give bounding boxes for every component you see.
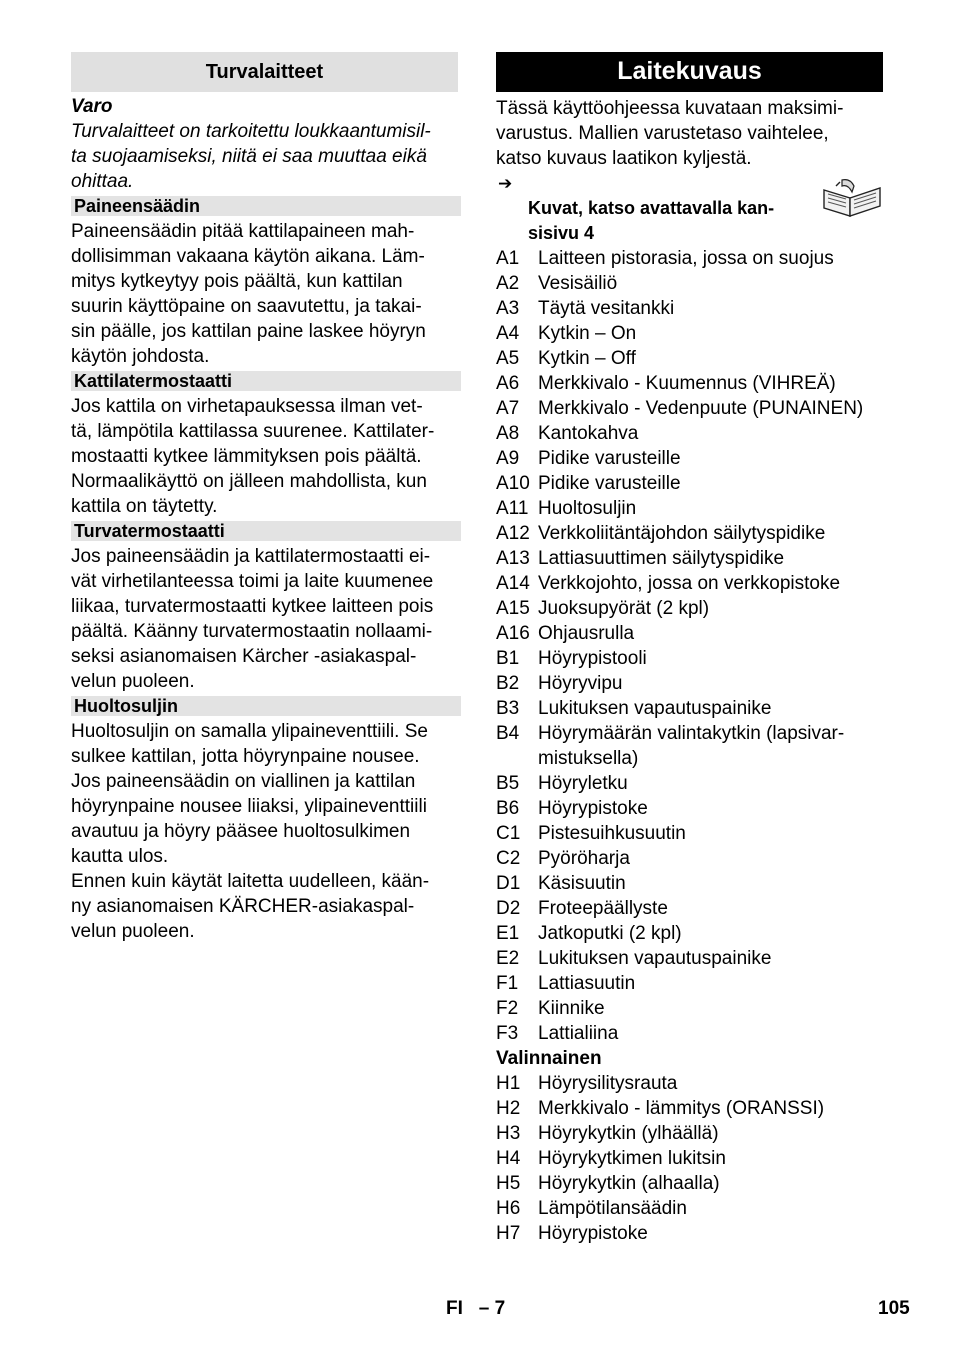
optional-component-list [496,1071,896,1246]
list-item: H6 Lämpötilansäädin [496,1198,687,1219]
component-list [496,246,896,1046]
list-item: A5 Kytkin – Off [496,348,636,369]
list-item: F3 Lattialiina [496,1023,619,1044]
list-item: E2 Lukituksen vapautuspainike [496,948,772,969]
list-item: E1 Jatkoputki (2 kpl) [496,923,682,944]
list-item: A7 Merkkivalo - Vedenpuute (PUNAINEN) [496,398,864,419]
footer-language: FI [446,1298,463,1319]
list-item: A6 Merkkivalo - Kuumennus (VIHREÄ) [496,373,836,394]
list-item: H2 Merkkivalo - lämmitys (ORANSSI) [496,1098,825,1119]
subsection-text-pressure-regulator: Paineensäädin pitää kattilapaineen mah- dollisimman vakaana käytön aikana. Läm- mitys kytkeytyy pois päältä, kun kattilan suurin käyttöpaine on saavutettu, ja takai- sin päälle, jos kattilan paine laskee höyryn käytön johdosta. [71,221,426,367]
subsection-text-service-valve: Huoltosuljin on samalla ylipaineventtiili. Se sulkee kattilan, jotta höyrynpaine nousee. Jos paineensäädin on viallinen ja kattilan höyrynpaine nousee liiaksi, ylipaineventtiili avautuu ja höyry pääsee huoltosulkimen kautta ulos. [71,721,428,867]
open-book-icon [820,178,884,218]
list-item: B2 Höyryvipu [496,673,623,694]
list-item: A3 Täytä vesitankki [496,298,675,319]
subsection-text-safety-thermostat: Jos paineensäädin ja kattilatermostaatti ei- vät virhetilanteessa toimi ja laite kuumenee liikaa, turvatermostaatti kytkee laitteen pois päältä. Käänny turvatermostaatin nollaami- seksi asianomaisen Kärcher -asiakaspal- velun puoleen. [71,546,434,692]
list-item: A13 Lattiasuuttimen säilytyspidike [496,548,785,569]
list-item: A16 Ohjausrulla [496,623,635,644]
list-item: B3 Lukituksen vapautuspainike [496,698,772,719]
figure-reference-note [496,171,818,246]
optional-label: Valinnainen [496,1048,602,1069]
intro-text: Tässä käyttöohjeessa kuvataan maksimi- varustus. Mallien varustetaso vaihtelee, katso kuvaus laatikon kyljestä. [496,98,844,169]
list-item: C1 Pistesuihkusuutin [496,823,686,844]
arrow-right-icon: ➔ [498,174,513,193]
figure-reference-text: Kuvat, katso avattavalla kan- sisivu 4 [528,198,775,243]
list-item: H7 Höyrypistoke [496,1223,648,1244]
footer-language-page [446,1298,505,1320]
subsection-title-service-valve: Huoltosuljin [71,696,461,716]
warning-label: Varo [71,96,113,117]
warning-text: Turvalaitteet on tarkoitettu loukkaantumisil- ta suojaamiseksi, niitä ei saa muuttaa eikä ohittaa. [71,121,431,192]
list-item: B4 Höyrymäärän valintakytkin (lapsivar- mistuksella) [496,723,845,769]
list-item: D1 Käsisuutin [496,873,626,894]
section-title-safety: Turvalaitteet [71,52,458,92]
list-item: H3 Höyrykytkin (ylhäällä) [496,1123,719,1144]
list-item: A4 Kytkin – On [496,323,637,344]
subsection-title-pressure-regulator: Paineensäädin [71,196,461,216]
list-item: A9 Pidike varusteille [496,448,681,469]
page-number: 105 [878,1298,910,1319]
subsection-title-safety-thermostat: Turvatermostaatti [71,521,461,541]
list-item: D2 Froteepäällyste [496,898,668,919]
list-item: F1 Lattiasuutin [496,973,636,994]
list-item: C2 Pyöröharja [496,848,630,869]
footer-section-page: – 7 [478,1298,506,1319]
list-item: F2 Kiinnike [496,998,605,1019]
subsection-text-boiler-thermostat: Jos kattila on virhetapauksessa ilman vet- tä, lämpötila kattilassa suurenee. Kattilater- mostaatti kytkee lämmityksen pois päältä. Normaalikäyttö on jälleen mahdollista, kun kattila on täytetty. [71,396,435,517]
list-item: A8 Kantokahva [496,423,639,444]
list-item: A12 Verkkoliitäntäjohdon säilytyspidike [496,523,826,544]
subsection-text-service-valve-2: Ennen kuin käytät laitetta uudelleen, kään- ny asianomaisen KÄRCHER-asiakaspal- velun puoleen. [71,871,430,942]
list-item: B5 Höyryletku [496,773,628,794]
right-column [496,52,896,1246]
subsection-title-boiler-thermostat: Kattilatermostaatti [71,371,461,391]
list-item: A14 Verkkojohto, jossa on verkkopistoke [496,573,841,594]
list-item: A15 Juoksupyörät (2 kpl) [496,598,710,619]
left-column [71,52,461,944]
list-item: A2 Vesisäiliö [496,273,618,294]
list-item: H4 Höyrykytkimen lukitsin [496,1148,726,1169]
list-item: H1 Höyrysilitysrauta [496,1073,678,1094]
section-title-device-description: Laitekuvaus [496,52,883,92]
list-item: B1 Höyrypistooli [496,648,647,669]
list-item: A11 Huoltosuljin [496,498,637,519]
list-item: A1 Laitteen pistorasia, jossa on suojus [496,248,834,269]
list-item: H5 Höyrykytkin (alhaalla) [496,1173,720,1194]
list-item: B6 Höyrypistoke [496,798,648,819]
list-item: A10 Pidike varusteille [496,473,681,494]
